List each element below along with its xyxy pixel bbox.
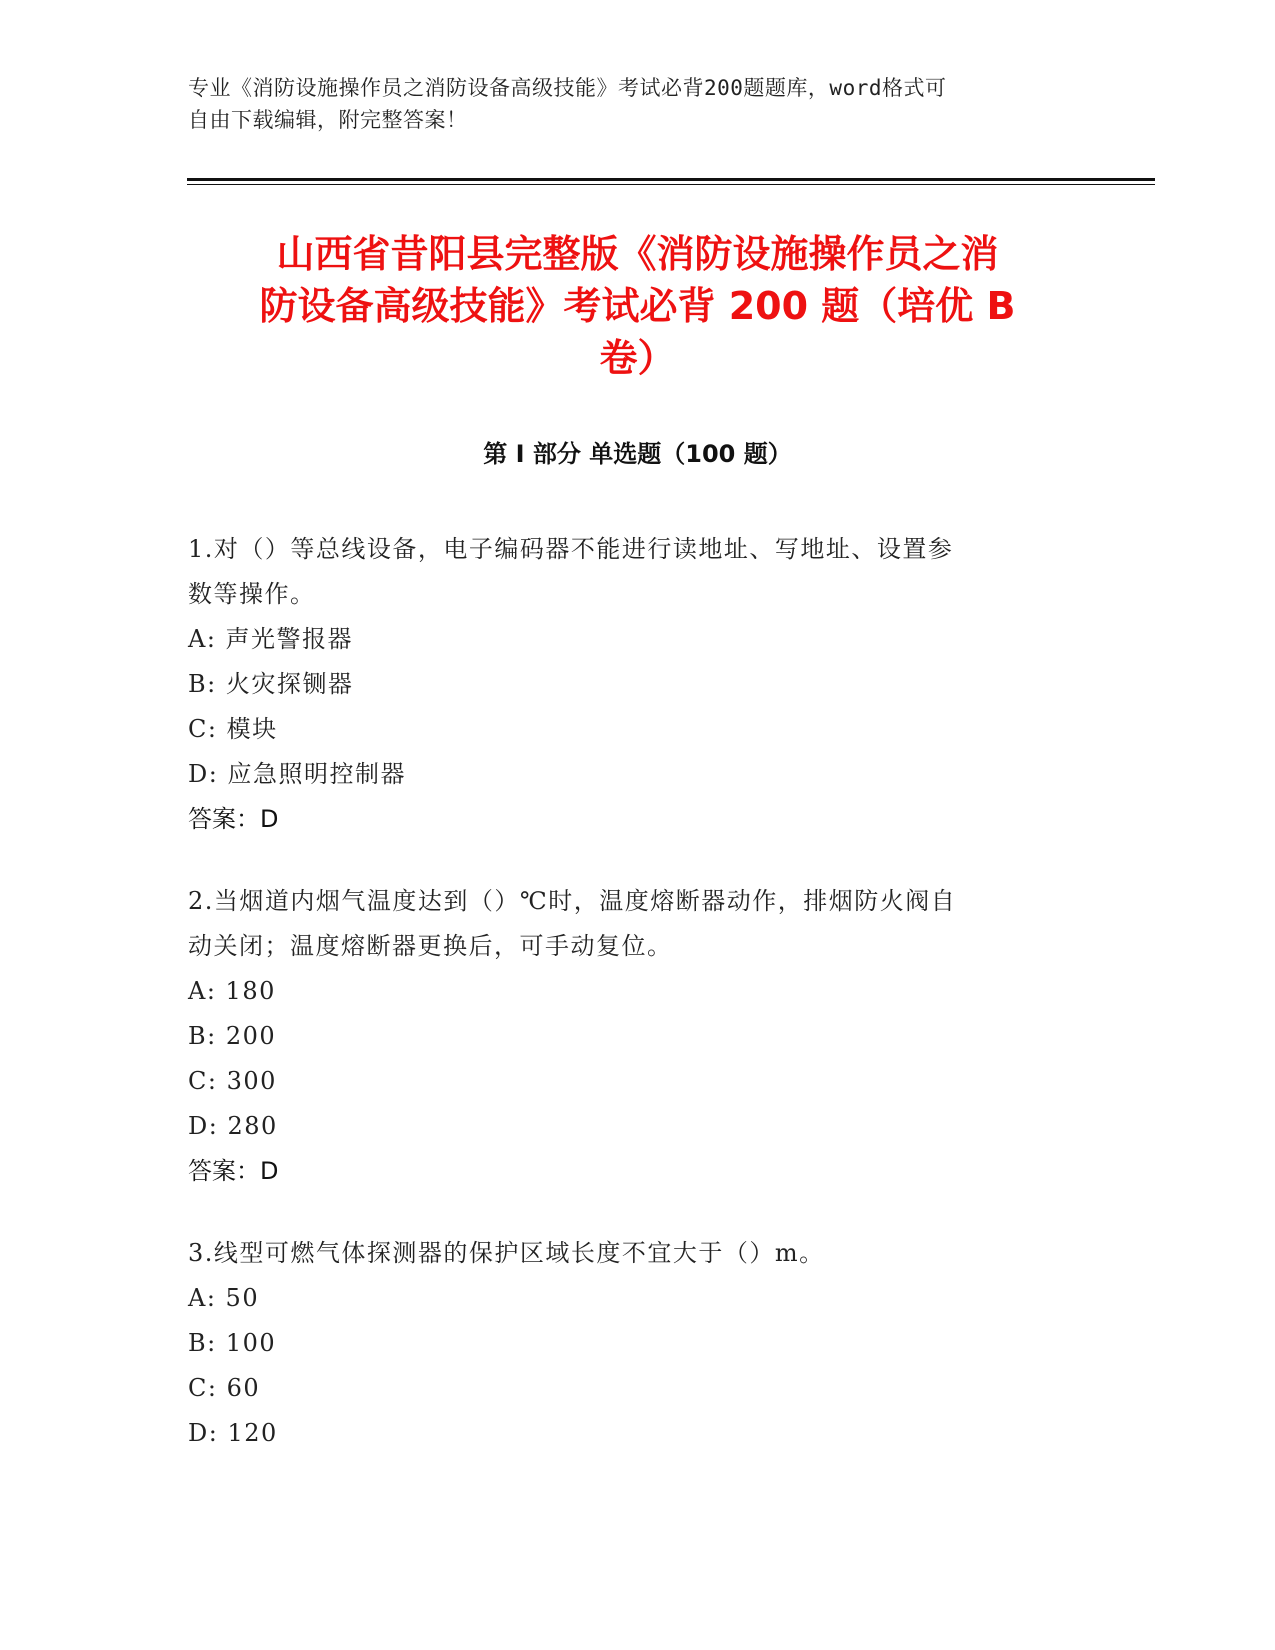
header-note-line: 专业《消防设施操作员之消防设备高级技能》考试必背200题题库，word格式可 — [188, 76, 947, 100]
question-stem: 3.线型可燃气体探测器的保护区域长度不宜大于（）m。 — [188, 1239, 825, 1267]
question-item — [188, 879, 1068, 1194]
question-item — [188, 1231, 1068, 1456]
question-stem: 2.当烟道内烟气温度达到（）℃时，温度熔断器动作，排烟防火阀自 — [188, 887, 957, 915]
option-c: C: 模块 — [188, 715, 278, 743]
option-d: D: 应急照明控制器 — [188, 760, 406, 788]
option-c: C: 60 — [188, 1374, 261, 1402]
title-line: 防设备高级技能》考试必背 200 题（培优 B — [259, 284, 1016, 328]
header-divider-thin — [187, 184, 1155, 185]
title-line: 卷） — [599, 336, 676, 380]
question-stem: 动关闭；温度熔断器更换后，可手动复位。 — [188, 932, 673, 960]
option-a: A: 180 — [188, 977, 276, 1005]
title-line: 山西省昔阳县完整版《消防设施操作员之消 — [276, 232, 999, 276]
option-b: B: 200 — [188, 1022, 277, 1050]
question-list — [188, 527, 1068, 1493]
answer-label: 答案：D — [188, 805, 279, 833]
header-note-line: 自由下载编辑，附完整答案！ — [188, 108, 468, 132]
option-b: B: 100 — [188, 1329, 277, 1357]
section-heading: 第 I 部分 单选题（100 题） — [483, 440, 792, 468]
option-c: C: 300 — [188, 1067, 277, 1095]
header-divider-thick — [187, 178, 1155, 181]
question-item — [188, 527, 1068, 842]
option-a: A: 声光警报器 — [188, 625, 354, 653]
document-title — [190, 228, 1085, 384]
option-a: A: 50 — [188, 1284, 260, 1312]
header-note — [188, 72, 1068, 136]
option-b: B: 火灾探铡器 — [188, 670, 354, 698]
option-d: D: 280 — [188, 1112, 278, 1140]
answer-label: 答案：D — [188, 1157, 279, 1185]
question-stem: 数等操作。 — [188, 580, 316, 608]
question-stem: 1.对（）等总线设备，电子编码器不能进行读地址、写地址、设置参 — [188, 535, 954, 563]
option-d: D: 120 — [188, 1419, 278, 1447]
